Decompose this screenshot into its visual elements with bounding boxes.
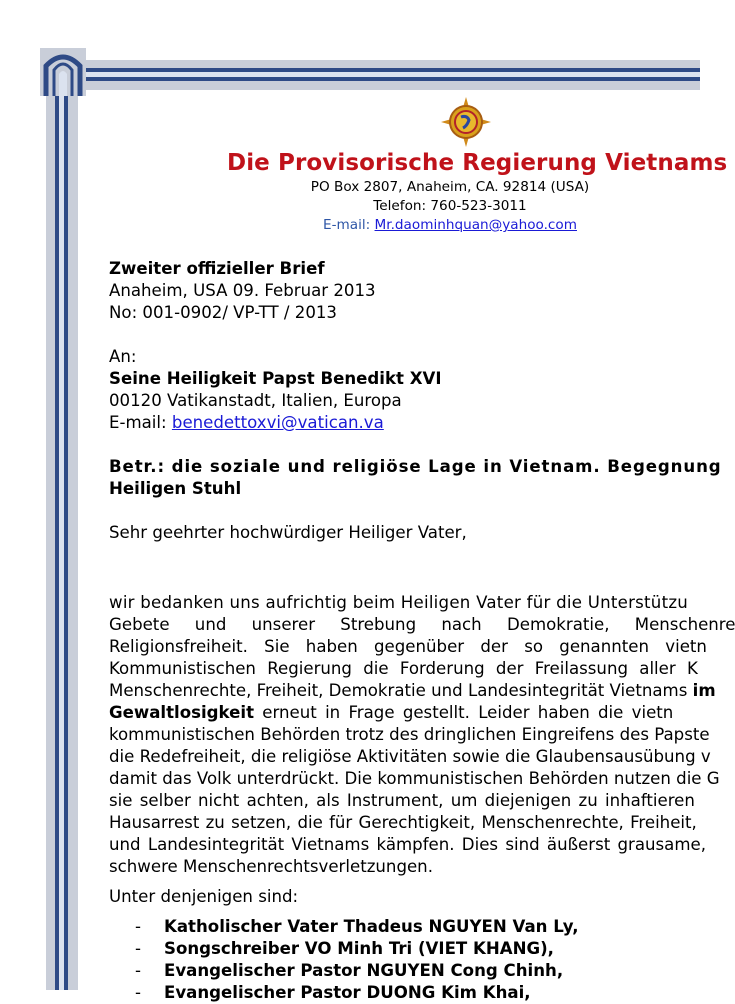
list-item bbox=[109, 960, 729, 982]
reference-number: No: 001-0902/ VP-TT / 2013 bbox=[109, 303, 337, 322]
list-dash: - bbox=[135, 983, 141, 1002]
body-text: Menschenrechte, Freiheit, Demokratie und Landesintegrität Vietnams bbox=[109, 681, 693, 700]
body-paragraph bbox=[109, 592, 735, 878]
body-line bbox=[109, 702, 729, 724]
place-date: Anaheim, USA 09. Februar 2013 bbox=[109, 281, 376, 300]
list-item-text: Evangelischer Pastor NGUYEN Cong Chinh, bbox=[164, 961, 564, 980]
list-dash: - bbox=[135, 961, 141, 980]
list-dash: - bbox=[135, 917, 141, 936]
body-line: die Redefreiheit, die religiöse Aktivitäten sowie die Glaubensausübung v bbox=[109, 747, 711, 766]
organization-name: Die Provisorische Regierung Vietnams bbox=[227, 150, 728, 176]
recipient-name: Seine Heiligkeit Papst Benedikt XVI bbox=[109, 369, 442, 388]
body-line: Hausarrest zu setzen, die für Gerechtigkeit, Menschenrechte, Freiheit, bbox=[109, 813, 697, 832]
body-text: erneut in Frage gestellt. Leider haben die vietn bbox=[254, 703, 674, 722]
prisoner-list bbox=[109, 916, 729, 1004]
body-line: Religionsfreiheit. Sie haben gegenüber der so genannten vietn bbox=[109, 637, 707, 656]
frame-corner-ornament bbox=[40, 48, 86, 96]
frame-top-stripe bbox=[70, 72, 700, 77]
list-intro: Unter denjenigen sind: bbox=[109, 887, 299, 906]
body-line bbox=[109, 680, 729, 702]
recipient-address: 00120 Vatikanstadt, Italien, Europa bbox=[109, 391, 402, 410]
list-item-text: Evangelischer Pastor DUONG Kim Khai, bbox=[164, 983, 531, 1002]
list-item-text: Katholischer Vater Thadeus NGUYEN Van Ly, bbox=[164, 917, 579, 936]
body-line: wir bedanken uns aufrichtig beim Heiligen Vater für die Unterstützu bbox=[109, 593, 689, 612]
list-item bbox=[109, 982, 729, 1004]
recipient-email-line bbox=[109, 412, 729, 434]
list-item bbox=[109, 916, 729, 938]
body-text-bold: Gewaltlosigkeit bbox=[109, 703, 255, 722]
list-dash: - bbox=[135, 939, 141, 958]
list-item bbox=[109, 938, 729, 960]
recipient-email-link[interactable]: benedettoxvi@vatican.va bbox=[171, 413, 384, 432]
salutation: Sehr geehrter hochwürdiger Heiliger Vater, bbox=[109, 523, 467, 542]
sender-email-label: E-mail: bbox=[323, 217, 371, 233]
recipient-email-label: E-mail: bbox=[109, 413, 167, 432]
body-line: sie selber nicht achten, als Instrument, um diejenigen zu inhaftieren bbox=[109, 791, 695, 810]
phone-number: Telefon: 760-523-3011 bbox=[373, 198, 527, 214]
body-line: und Landesintegrität Vietnams kämpfen. Dies sind äußerst grausame, bbox=[109, 835, 707, 854]
postal-address: PO Box 2807, Anaheim, CA. 92814 (USA) bbox=[310, 179, 590, 195]
subject-line-1: Betr.: die soziale und religiöse Lage in Vietnam. Begegnung bbox=[109, 457, 722, 476]
body-line: schwere Menschenrechtsverletzungen. bbox=[109, 857, 433, 876]
body-line: Kommunistischen Regierung die Forderung der Freilassung aller K bbox=[109, 659, 698, 678]
document-type: Zweiter offizieller Brief bbox=[109, 259, 325, 278]
body-line: damit das Volk unterdrückt. Die kommunistischen Behörden nutzen die G bbox=[109, 769, 720, 788]
government-emblem-logo bbox=[441, 97, 491, 147]
recipient-label: An: bbox=[109, 347, 137, 366]
body-text-bold: im bbox=[692, 681, 716, 700]
letter-body bbox=[109, 258, 735, 1004]
frame-left-stripe bbox=[59, 78, 64, 990]
body-line: kommunistischen Behörden trotz des dringlichen Eingreifens des Papste bbox=[109, 725, 710, 744]
body-line: Gebete und unserer Strebung nach Demokratie, Menschenre bbox=[109, 615, 735, 634]
letterhead bbox=[200, 150, 728, 235]
sender-email-link[interactable]: Mr.daominhquan@yahoo.com bbox=[374, 217, 577, 233]
subject-line-2: Heiligen Stuhl bbox=[109, 479, 242, 498]
sender-email-line bbox=[200, 216, 700, 235]
list-item-text: Songschreiber VO Minh Tri (VIET KHANG), bbox=[164, 939, 554, 958]
